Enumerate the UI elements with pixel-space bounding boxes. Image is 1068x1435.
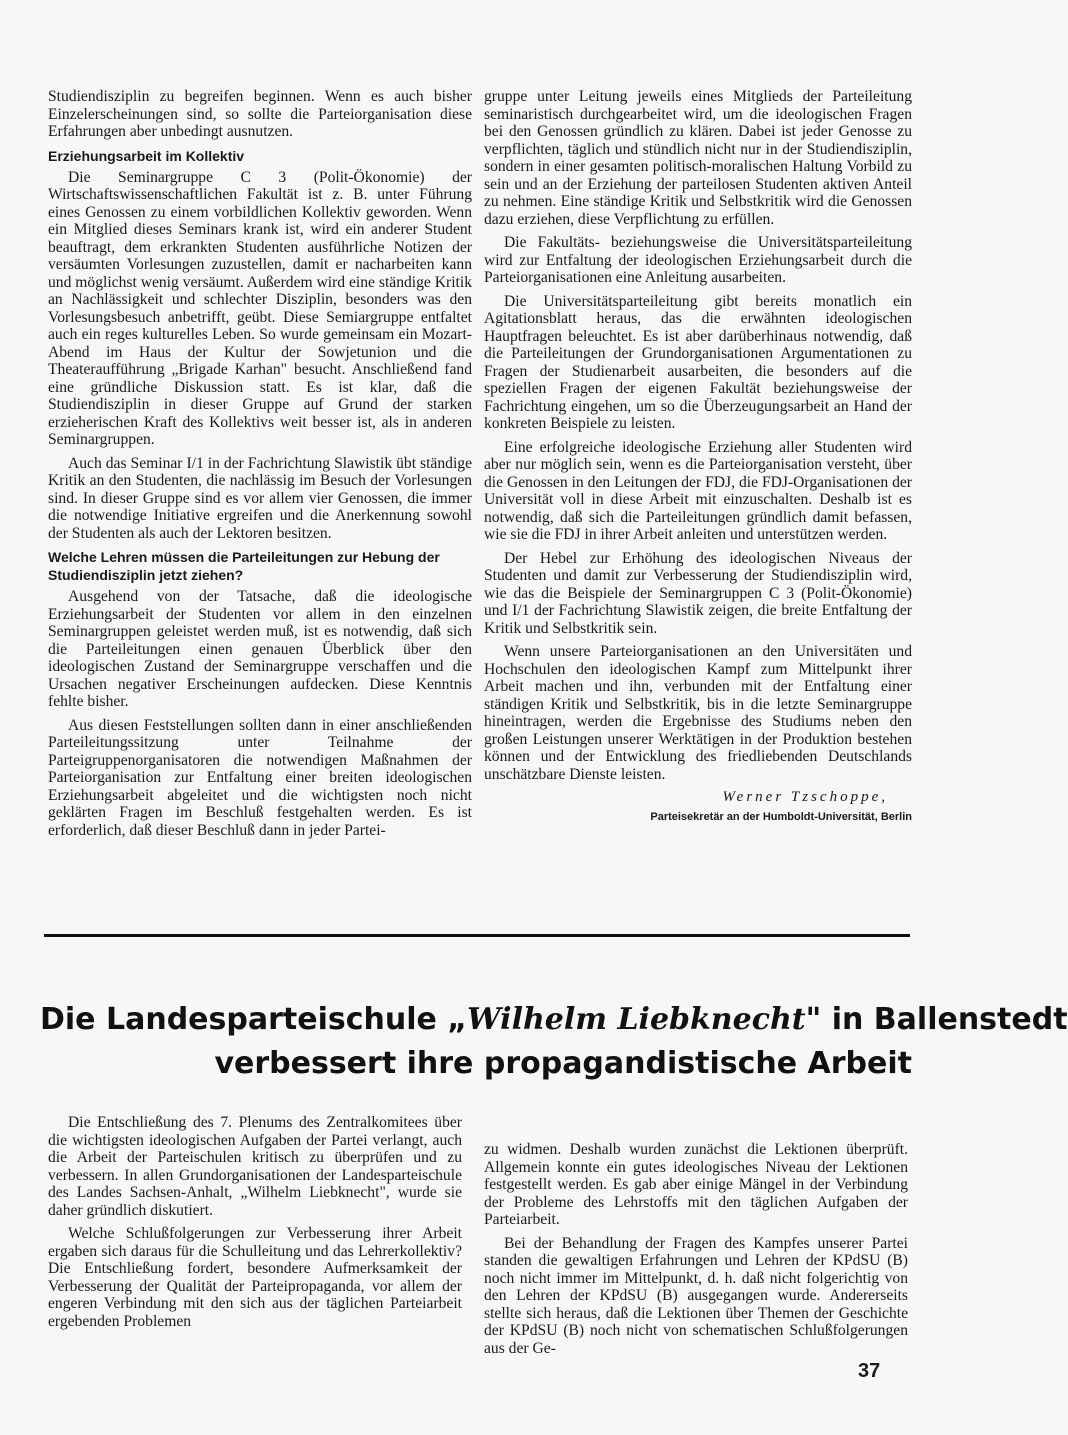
- article-column-right-bottom: [484, 1141, 908, 1363]
- paragraph: Ausgehend von der Tatsache, daß die ideologische Erziehungsarbeit der Studenten vor allem in den einzelnen Seminargruppen geleistet werden muß, ist es notwendig, daß sich die Parteileitungen einen genauen Überblick über den ideologischen Zustand der Seminargruppe verschaffen und die Ursachen negativer Erscheinungen aufdecken. Diese Kenntnis fehlte bisher.: [48, 588, 472, 710]
- paragraph: gruppe unter Leitung jeweils eines Mitglieds der Parteileitung seminaristisch durchgearbeitet wird, um die ideologischen Fragen bei den Genossen gründlich zu klären. Dabei ist jeder Genosse zu verpflichten, täglich und stündlich nicht nur in der Studiendisziplin, sondern in einer gesamten politisch-moralischen Haltung Vorbild zu sein und an der Erziehung der parteilosen Studenten aktiven Anteil zu nehmen. Eine ständige Kritik und Selbstkritik wird die Genossen dazu erziehen, diese Verpflichtung zu erfüllen.: [484, 88, 912, 228]
- paragraph: Eine erfolgreiche ideologische Erziehung aller Studenten wird aber nur möglich sein, wenn es die Parteiorganisation versteht, über die Genossen in den Leitungen der FDJ, die FDJ-Organisationen der Universität voll in diese Arbeit mit einzuschalten. Deshalb ist es notwendig, daß sich die Parteileitungen gründlich damit befassen, wie sie die FDJ in ihrer Arbeit anleiten und unterstützen werden.: [484, 438, 912, 543]
- paragraph: Bei der Behandlung der Fragen des Kampfes unserer Partei standen die gewaltigen Erfahrungen und Lehren der KPdSU (B) noch nicht immer im Mittelpunkt, d. h. daß nicht folgerichtig von den Lehren der KPdSU (B) ausgegangen wurde. Andererseits stellte sich heraus, daß die Lektionen über Themen der Geschichte der KPdSU (B) noch nicht von schematischen Schlußfolgerungen aus der Ge-: [484, 1234, 908, 1357]
- headline-text: Die Landesparteischule „: [40, 1002, 468, 1037]
- paragraph: Welche Schlußfolgerungen zur Verbesserung ihrer Arbeit ergaben sich daraus für die Schulleitung und das Lehrerkollektiv? Die Entschließung fordert, besondere Aufmerksamkeit der Verbesserung der Qualität der Parteipropaganda, vor allem der engeren Verbindung mit den sich aus der täglichen Parteiarbeit ergebenden Problemen: [48, 1225, 462, 1330]
- paragraph: Auch das Seminar I/1 in der Fachrichtung Slawistik übt ständige Kritik an den Studenten, die nachlässig im Besuch der Vorlesungen sind. In dieser Gruppe sind es vor allem vier Genossen, die immer die notwendige Initiative ergreifen und die Anerkennung sowohl der Studenten als auch der Lektoren besitzen.: [48, 454, 472, 542]
- paragraph: Die Entschließung des 7. Plenums des Zentralkomitees über die wichtigsten ideologischen Aufgaben der Partei verlangt, auch die Arbeit der Parteischulen kritisch zu überprüfen und zu verbessern. In allen Grundorganisationen der Landesparteischule des Landes Sachsen-Anhalt, „Wilhelm Liebknecht", wurde sie daher gründlich diskutiert.: [48, 1114, 462, 1219]
- paragraph: Die Seminargruppe C 3 (Polit-Ökonomie) der Wirtschaftswissenschaftlichen Fakultät ist z. B. unter Führung eines Genossen zu einem vorbildlichen Kollektiv geworden. Wenn ein Mitglied dieses Seminars krank ist, wird ein anderer Student beauftragt, dem erkrankten Studenten ausführliche Notizen der versäumten Vorlesungen zuzustellen, damit er nacharbeiten kann und möglichst wenig versäumt. Außerdem wird eine ständige Kritik an Nachlässigkeit und schlechter Disziplin, besonders was den Vorlesungsbesuch anbetrifft, geübt. Diese Semiargruppe entfaltet auch ein reges kulturelles Leben. So wurde gemeinsam ein Mozart-Abend im Haus der Kultur der Sowjetunion und die Theateraufführung „Brigade Karhan" besucht. Anschließend fand eine gründliche Diskussion statt. Es ist klar, daß die Studiendisziplin in dieser Gruppe auf Grund der starken erzieherischen Kraft des Kollektivs weit besser ist, als in anderen Seminargruppen.: [48, 168, 472, 448]
- paragraph: Aus diesen Feststellungen sollten dann in einer anschließenden Parteileitungssitzung unter Teilnahme der Parteigruppenorganisatoren die notwendigen Maßnahmen der Parteiorganisation zur Entfaltung einer breiten ideologischen Erziehungsarbeit abgeleitet und die wichtigsten noch nicht geklärten Fragen im Beschluß festgehalten werden. Es ist erforderlich, daß dieser Beschluß dann in jeder Partei-: [48, 716, 472, 839]
- headline-text: " in Ballenstedt: [805, 1002, 1068, 1037]
- article-column-left-bottom: [48, 1114, 462, 1336]
- paragraph: Studiendisziplin zu begreifen beginnen. Wenn es auch bisher Einzelerscheinungen sind, so sollte die Parteiorganisation diese Erfahrungen aber unbedingt ausnutzen.: [48, 88, 472, 140]
- paragraph: Der Hebel zur Erhöhung des ideologischen Niveaus der Studenten und damit zur Verbesserung der Studiendisziplin wird, wie das die Beispiele der Seminargruppen C 3 (Polit-Ökonomie) und I/1 der Fachrichtung Slawistik zeigen, die breite Entfaltung der Kritik und Selbstkritik sein.: [484, 549, 912, 637]
- page-number: 37: [858, 1360, 881, 1382]
- headline-script-name: Wilhelm Liebknecht: [467, 1002, 806, 1037]
- article-column-left-top: [48, 88, 472, 845]
- headline-line-2: verbessert ihre propagandistische Arbeit: [214, 1046, 912, 1081]
- article-column-right-top: [484, 88, 912, 826]
- section-heading: Welche Lehren müssen die Parteileitungen zur Hebung der Studiendisziplin jetzt ziehen?: [48, 549, 440, 583]
- author-role: Parteisekretär an der Humboldt-Universität, Berlin: [650, 810, 912, 823]
- author-signature: Werner Tzschoppe,: [722, 789, 888, 805]
- paragraph: Die Fakultäts- beziehungsweise die Universitätsparteileitung wird zur Entfaltung der ideologischen Erziehungsarbeit durch die Parteiorganisationen eine Anleitung ausarbeiten.: [484, 234, 912, 286]
- article-headline: [40, 998, 1068, 1086]
- headline-line-1: [40, 998, 1068, 1042]
- section-heading: Erziehungsarbeit im Kollektiv: [48, 147, 245, 164]
- paragraph: Wenn unsere Parteiorganisationen an den Universitäten und Hochschulen den ideologischen Kampf zum Mittelpunkt ihrer Arbeit machen und ihn, verbunden mit der Entfaltung einer ständigen Kritik und Selbstkritik, bis in die letzte Seminargruppe hineintragen, werden die Ergebnisse des Studiums neben den großen Leistungen unserer Werktätigen in der Produktion bestehen können und der Entwicklung des friedliebenden Deutschlands unschätzbare Dienste leisten.: [484, 643, 912, 783]
- paragraph: Die Universitätsparteileitung gibt bereits monatlich ein Agitationsblatt heraus, das die erwähnten ideologischen Hauptfragen beleuchtet. Es ist aber darüberhinaus notwendig, daß die Parteileitungen der Grundorganisationen Argumentationen zu Fragen der Studienarbeit ausarbeiten, die besonders auf die speziellen Fragen der eigenen Fakultät beziehungsweise der Fachrichtung eingehen, um so die Überzeugungsarbeit an Hand der konkreten Beispiele zu leisten.: [484, 292, 912, 432]
- paragraph: zu widmen. Deshalb wurden zunächst die Lektionen überprüft. Allgemein konnte ein gutes ideologisches Niveau der Lektionen festgestellt werden. Es gab aber einige Mängel in der Verbindung der Probleme des Lehrstoffs mit den täglichen Aufgaben der Parteiarbeit.: [484, 1141, 908, 1228]
- section-divider: [44, 934, 910, 937]
